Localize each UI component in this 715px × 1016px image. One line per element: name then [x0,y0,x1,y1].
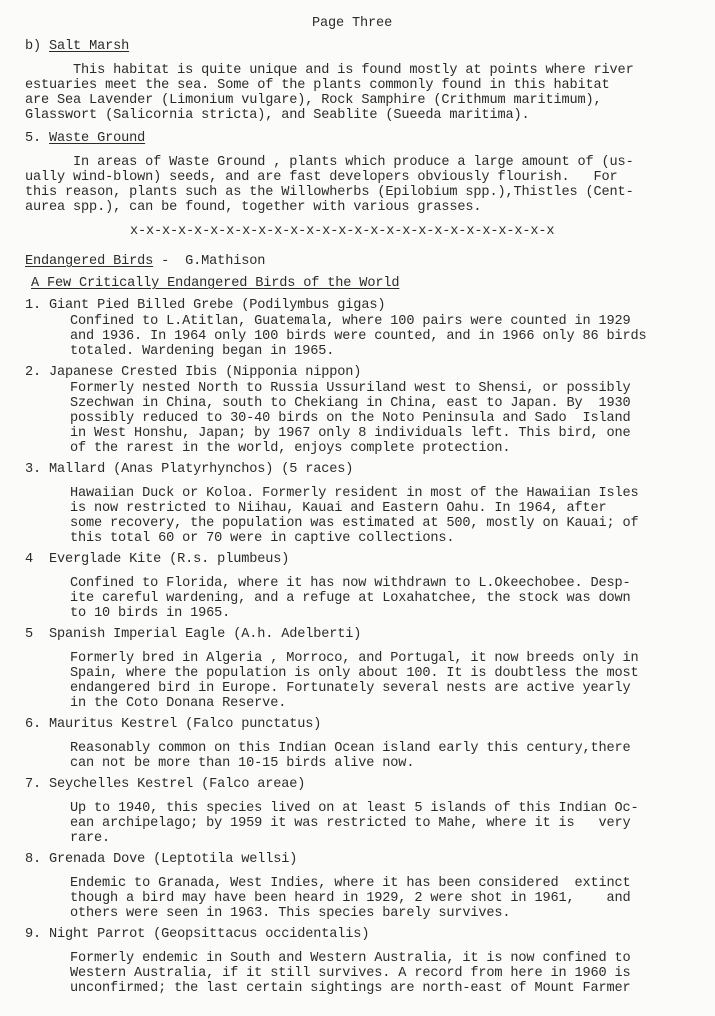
bird-desc-line: Spain, where the population is only about 100. It is doubtless the most [70,666,639,681]
bird-desc-line: Szechwan in China, south to Chekiang in China, east to Japan. By 1930 [70,396,631,411]
paragraph-line: ually wind-blown) seeds, and are fast developers obviously flourish. For [25,170,618,185]
section-label: 5. [25,131,50,146]
paragraph-line: this reason, plants such as the Willowherbs (Epilobium spp.),Thistles (Cent- [25,185,634,200]
section-separator: x-x-x-x-x-x-x-x-x-x-x-x-x-x-x-x-x-x-x-x-x-x-x-x-x-x-x [130,224,555,239]
waste-ground-heading [25,131,145,146]
section-label: b) [25,39,50,54]
author: - G.Mathison [153,254,266,269]
section-title: Salt Marsh [49,39,130,54]
bird-desc-line: is now restricted to Niihau, Kauai and Eastern Oahu. In 1964, after [70,501,607,516]
section-title: Waste Ground [49,131,146,146]
bird-title: 4 Everglade Kite (R.s. plumbeus) [25,552,290,567]
bird-title: 1. Giant Pied Billed Grebe (Podilymbus gigas) [25,298,386,313]
bird-desc-line: others were seen in 1963. This species barely survives. [70,906,511,921]
bird-title: 9. Night Parrot (Geopsittacus occidentalis) [25,927,370,942]
section-title: Endangered Birds [25,254,154,269]
salt-marsh-heading [25,39,129,54]
endangered-heading [25,254,265,269]
bird-desc-line: Reasonably common on this Indian Ocean island early this century,there [70,741,631,756]
bird-desc-line: in West Honshu, Japan; by 1967 only 8 individuals left. This bird, one [70,426,631,441]
bird-title: 6. Mauritus Kestrel (Falco punctatus) [25,717,322,732]
bird-desc-line: to 10 birds in 1965. [70,606,231,621]
bird-desc-line: Confined to L.Atitlan, Guatemala, where 100 pairs were counted in 1929 [70,314,631,329]
bird-desc-line: of the rarest in the world, enjoys complete protection. [70,441,511,456]
bird-desc-line: Formerly nested North to Russia Ussuriland west to Shensi, or possibly [70,381,631,396]
bird-title: 7. Seychelles Kestrel (Falco areae) [25,777,306,792]
bird-desc-line: endangered bird in Europe. Fortunately several nests are active yearly [70,681,631,696]
subheading: A Few Critically Endangered Birds of the World [31,276,400,291]
paragraph-line: aurea spp.), can be found, together with various grasses. [25,200,482,215]
bird-desc-line: Western Australia, if it still survives. A record from here in 1960 is [70,966,631,981]
bird-desc-line: Endemic to Granada, West Indies, where it has been considered extinct [70,876,631,891]
bird-desc-line: possibly reduced to 30-40 birds on the Noto Peninsula and Sado Island [70,411,631,426]
bird-desc-line: ite careful wardening, and a refuge at Loxahatchee, the stock was down [70,591,631,606]
bird-desc-line: Confined to Florida, where it has now withdrawn to L.Okeechobee. Desp- [70,576,631,591]
bird-title: 2. Japanese Crested Ibis (Nipponia nippon) [25,365,362,380]
bird-desc-line: this total 60 or 70 were in captive collections. [70,531,455,546]
bird-desc-line: though a bird may have been heard in 1929, 2 were shot in 1961, and [70,891,631,906]
bird-desc-line: rare. [70,831,111,846]
paragraph-line: are Sea Lavender (Limonium vulgare), Rock Samphire (Crithmum maritimum), [25,93,602,108]
page-header: Page Three [312,16,393,31]
paragraph-line: Glasswort (Salicornia stricta), and Seablite (Sueeda maritima). [25,108,530,123]
bird-title: 8. Grenada Dove (Leptotila wellsi) [25,852,298,867]
bird-title: 3. Mallard (Anas Platyrhynchos) (5 races) [25,462,354,477]
bird-desc-line: in the Coto Donana Reserve. [70,696,287,711]
bird-desc-line: Up to 1940, this species lived on at least 5 islands of this Indian Oc- [70,801,639,816]
bird-desc-line: ean archipelago; by 1959 it was restricted to Mahe, where it is very [70,816,631,831]
bird-desc-line: and 1936. In 1964 only 100 birds were counted, and in 1966 only 86 birds [70,329,647,344]
paragraph-line: estuaries meet the sea. Some of the plants commonly found in this habitat [25,78,610,93]
bird-desc-line: some recovery, the population was estimated at 500, mostly on Kauai; of [70,516,639,531]
bird-desc-line: Formerly bred in Algeria , Morroco, and Portugal, it now breeds only in [70,651,639,666]
bird-desc-line: can not be more than 10-15 birds alive now. [70,756,415,771]
bird-title: 5 Spanish Imperial Eagle (A.h. Adelberti) [25,627,362,642]
bird-desc-line: Hawaiian Duck or Koloa. Formerly resident in most of the Hawaiian Isles [70,486,639,501]
paragraph-line: In areas of Waste Ground , plants which produce a large amount of (us- [25,155,634,170]
bird-desc-line: unconfirmed; the last certain sightings are north-east of Mount Farmer [70,981,631,996]
bird-desc-line: totaled. Wardening began in 1965. [70,344,335,359]
bird-desc-line: Formerly endemic in South and Western Australia, it is now confined to [70,951,631,966]
paragraph-line: This habitat is quite unique and is found mostly at points where river [25,63,634,78]
